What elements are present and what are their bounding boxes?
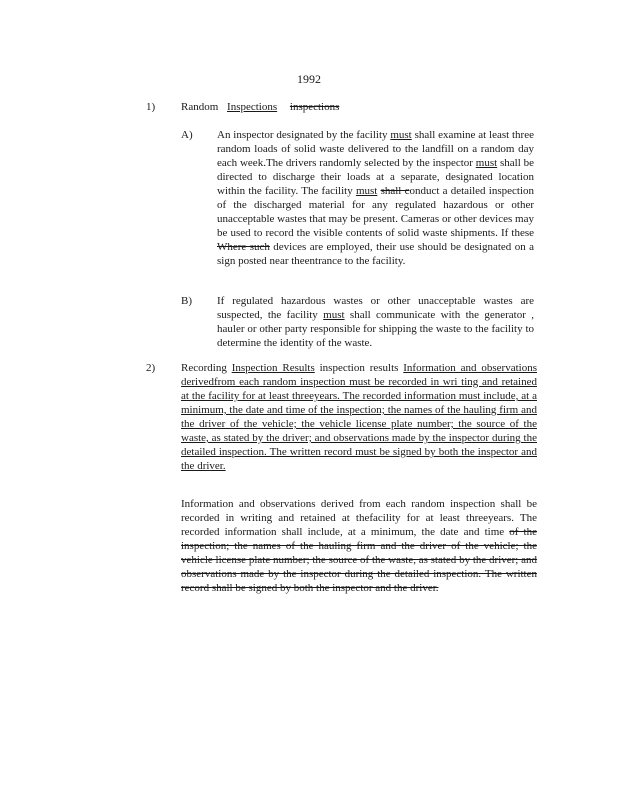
subitem-a-text: An inspector designated by the facility must shall examine at least three random loads of solid waste delivered to the landfill on a random day each week.The drivers randomly selected by the inspector must shall be directed to discharge their loads at a separate, designated location within the facility. The facility must shall conduct a detailed inspection of the discharged material for any regulated hazardous or other unacceptable wastes that may be present. Cameras or other devices may be used to record the visible contents of solid waste shipments. If these Where such devices are employed, their use should be designated on a sign posted near theentrance to the facility. [217, 129, 534, 267]
subitem-b-letter: B) [181, 295, 192, 307]
item-1-heading [181, 100, 339, 114]
page-number: 1992 [297, 72, 321, 86]
item-2-paragraph-2: Information and observations derived from each random inspection shall be recorded in writing and retained at thefacility for at least threeyears. The recorded information shall include, at a minimum, the date and time of the inspection; the names of the hauling firm and the driver of the vehicle; the vehicle license plate number; the source of the waste, as stated by the driver; and observations made by the inspector during the detailed inspection. The written record shall be signed by both the inspector and the driver. [181, 498, 537, 594]
subitem-b-text: If regulated hazardous wastes or other unacceptable wastes are suspected, the facility must shall communicate with the generator , hauler or other party responsible for shipping the waste to the facility to determine the identity of the waste. [217, 295, 534, 349]
item-1-number: 1) [146, 101, 156, 113]
heading-added-text: Inspections [227, 101, 278, 113]
heading-plain: Random [181, 101, 219, 113]
item-2-paragraph-1: Recording Inspection Results inspection results Information and observations derivedfrom each random inspection must be recorded in wri ting and retained at the facility for at least threeyears. The recorded information must include, at a minimum, the date and time of the inspection; the names of the hauling firm and the driver of the vehicle; the vehicle license plate number; the source of the waste, as stated by the driver; and observations made by the inspector during the detailed inspection. The written record must be signed by both the inspector and the driver. [181, 362, 537, 472]
subitem-a-letter: A) [181, 129, 193, 141]
item-2-number: 2) [146, 362, 156, 374]
heading-deleted-text: inspections [289, 101, 340, 113]
